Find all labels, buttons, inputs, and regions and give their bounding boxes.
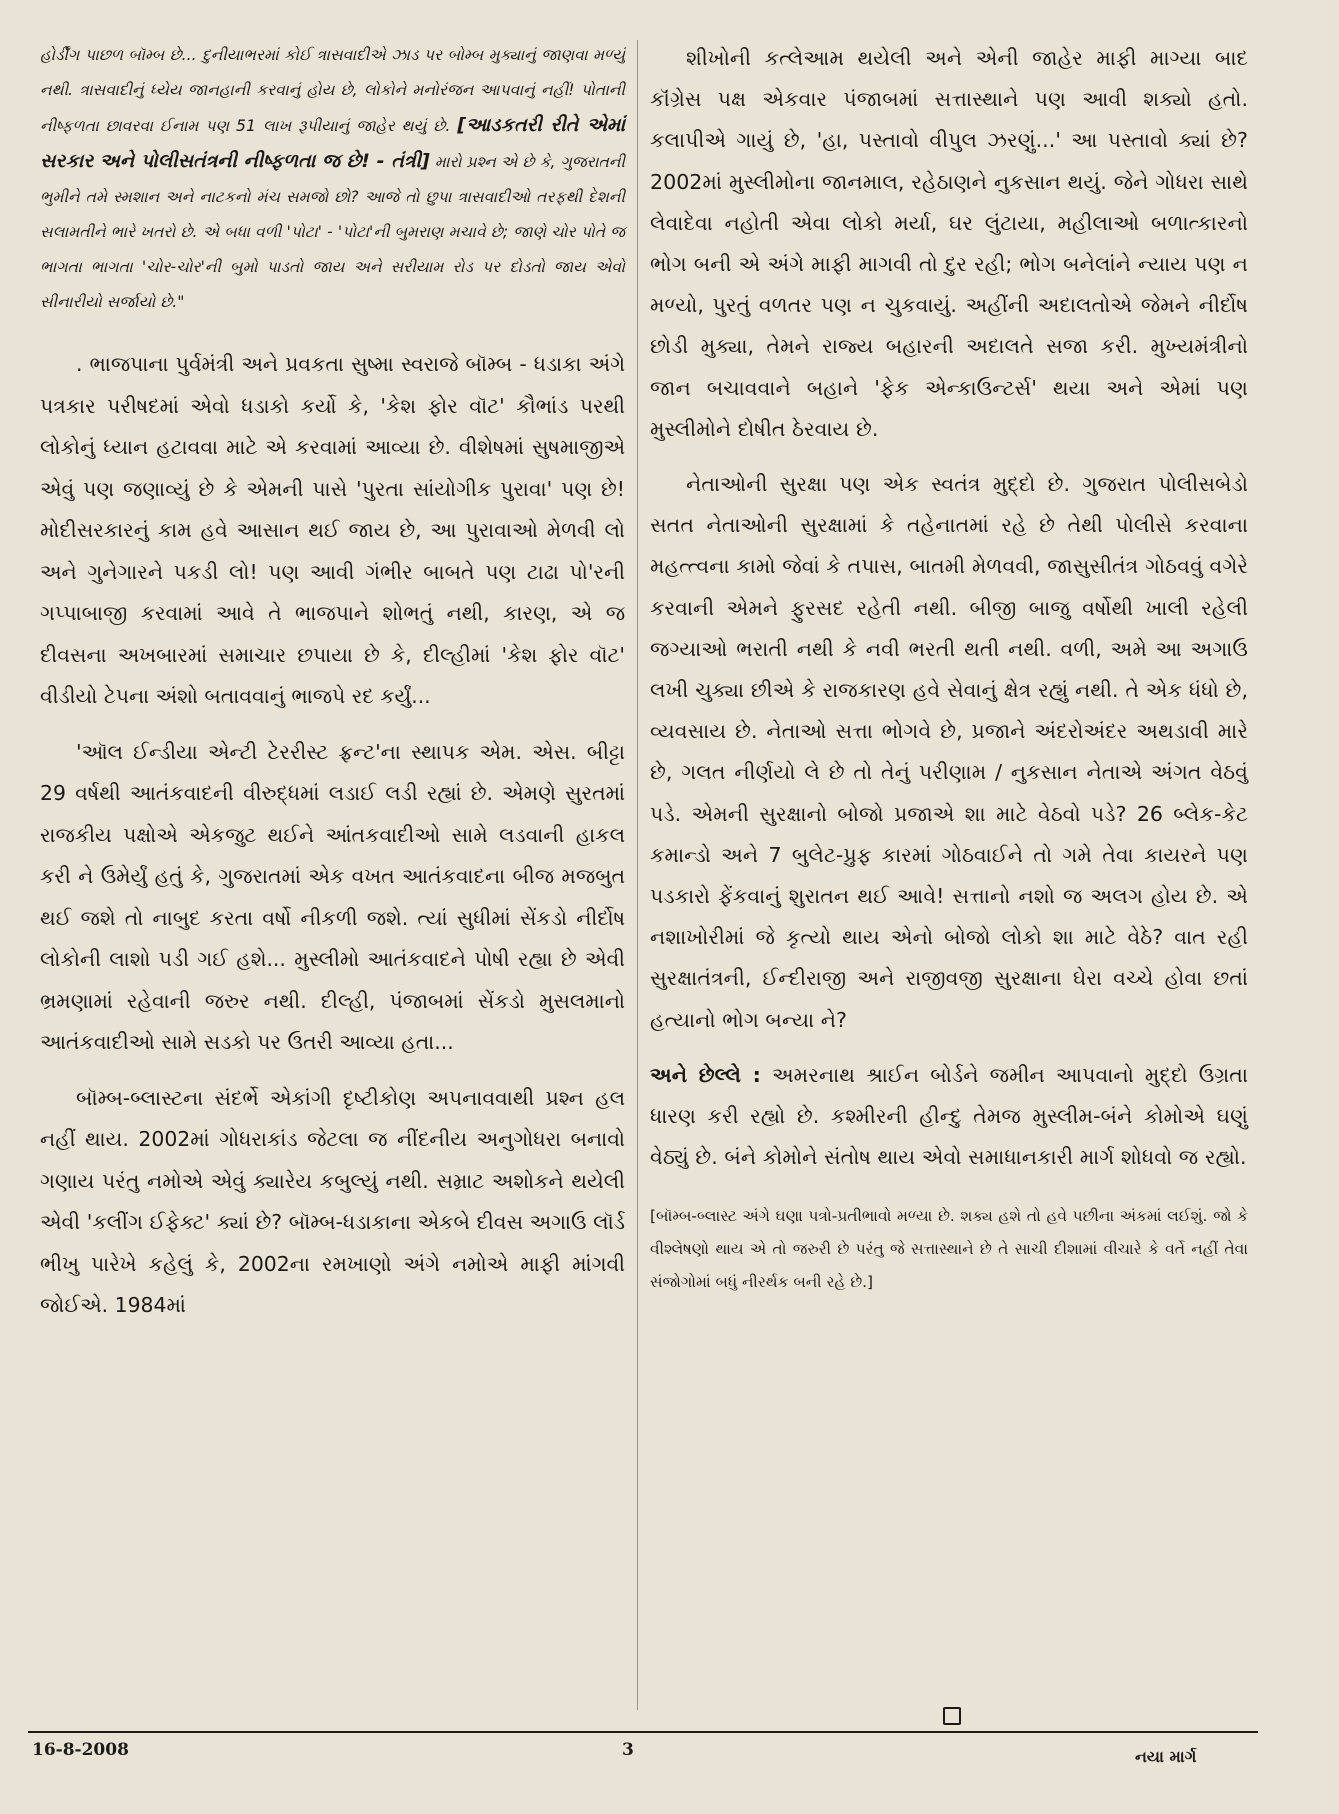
end-square-icon (943, 1707, 961, 1725)
paragraph-bomb-blast-view: બૉમ્બ-બ્લાસ્ટના સંદર્ભે એકાંગી દૃષ્ટીકોણ અપનાવવાથી પ્રશ્ન હલ નહીં થાય. 2002માં ગોધરાકાંડ જેટલા જ નીંદનીય અનુગોધરા બનાવો ગણાય પરંતુ નમોએ એવું ક્યારેય કબુલ્યું નથી. સમ્રાટ અશોકને થયેલી એવી 'કલીંગ ઈફેક્ટ' ક્યાં છે? બૉમ્બ-ધડાકાના એકબે દીવસ અગાઉ લૉર્ડ ભીખુ પારેખે કહેલું કે, 2002ના રમખાણો અંગે નમોએ માફી માંગવી જોઈએ. 1984માં (40, 1085, 625, 1317)
closing-text: અમરનાથ શ્રાઈન બોર્ડને જમીન આપવાનો મુદ્દો ઉગ્રતા ધારણ કરી રહ્યો છે. કશ્મીરની હીન્દુ તેમજ મુસ્લીમ-બંને કોમોએ ઘણું વેઠ્યું છે. બંને કોમોને સંતોષ થાય એવો સમાધાનકારી માર્ગ શોધવો જ રહ્યો. (650, 1062, 1248, 1170)
closing-lead: અને છેલ્લે : (650, 1062, 761, 1087)
page-number: 3 (622, 1740, 634, 1760)
paragraph-sikh-massacre: શીખોની કત્લેઆમ થયેલી અને એની જાહેર માફી માગ્યા બાદ કૉંગ્રેસ પક્ષ એકવાર પંજાબમાં સત્તાસ્થાને પણ આવી શક્યો હતો. કલાપીએ ગાયું છે, 'હા, પસ્તાવો વીપુલ ઝરણું...' આ પસ્તાવો ક્યાં છે? 2002માં મુસ્લીમોના જાનમાલ, રહેઠાણને નુકસાન થયું. જેને ગોધરા સાથે લેવાદેવા નહોતી એવા લોકો મર્યા, ઘર લુંટાયા, મહીલાઓ બળાત્કારનો ભોગ બની એ અંગે માફી માગવી તો દુર રહી; ભોગ બનેલાંને ન્યાય પણ ન મળ્યો, પુરતું વળતર પણ ન ચુકવાયું. અહીંની અદાલતોએ જેમને નીર્દોષ છોડી મુક્યા, તેમને રાજ્ય બહારની અદાલતે સજા કરી. મુખ્યમંત્રીનો જાન બચાવવાને બહાને 'ફેક એન્કાઉન્ટર્સ' થયા અને એમાં પણ મુસ્લીમોને દોષીત ઠેરવાય છે. (650, 46, 1248, 441)
editor-inline-note: [આડકતરી રીતે એમાં સરકાર અને પોલીસતંત્રની નીષ્ફળતા જ છે! - તંત્રી] (40, 114, 626, 172)
quote-text-after: મારો પ્રશ્ન એ છે કે, ગુજરાતની ભુમીને તમે સ્મશાન અને નાટકનો મંચ સમજો છો? આજે તો છુપા ત્રાસવાદીઓ તરફથી દેશની સલામતીને ભારે ખતરો છે. એ બધા વળી 'પોટા' - 'પોટા'ની બુમરાણ મચાવે છે; જાણે ચોર પોતે જ ભાગતા ભાગતા 'ચોર-ચોર'ની બુમો પાડતો જાય અને સરીયામ રોડ પર દોડતો જાય એવો સીનારીયો સર્જાયો છે." (40, 153, 625, 311)
publication-name: નયા માર્ગ (1135, 1747, 1197, 1766)
paragraph-sushma-swaraj: . ભાજપાના પુર્વમંત્રી અને પ્રવકતા સુષ્મા સ્વરાજે બૉમ્બ - ધડાકા અંગે પત્રકાર પરીષદમાં એવો ધડાકો કર્યો કે, 'કેશ ફોર વૉટ' કૌભાંડ પરથી લોકોનું ધ્યાન હટાવવા માટે એ કરવામાં આવ્યા છે. વીશેષમાં સુષમાજીએ એવું પણ જણાવ્યું છે કે એમની પાસે 'પુરતા સાંયોગીક પુરાવા' પણ છે! મોદીસરકારનું કામ હવે આસાન થઈ જાય છે, આ પુરાવાઓ મેળવી લો અને ગુનેગારને પકડી લો! પણ આવી ગંભીર બાબતે પણ ટાઢા પો'રની ગપ્પાબાજી કરવામાં આવે તે ભાજપાને શોભતું નથી, કારણ, એ જ દીવસના અખબારમાં સમાચાર છપાયા છે કે, દીલ્હીમાં 'કેશ ફોર વૉટ' વીડીયો ટેપના અંશો બતાવવાનું ભાજપે રદ કર્યું... (40, 352, 625, 708)
left-column (40, 38, 625, 1341)
closing-paragraph (650, 1055, 1248, 1179)
issue-date: 16-8-2008 (32, 1740, 129, 1760)
paragraph-bitta: 'ઑલ ઈન્ડીયા એન્ટી ટેરરીસ્ટ ફ્રન્ટ'ના સ્થાપક એમ. એસ. બીટ્ટા 29 વર્ષથી આતંકવાદની વીરુદ્ધમાં લડાઈ લડી રહ્યાં છે. એમણે સુરતમાં રાજકીય પક્ષોએ એકજુટ થઈને આંતકવાદીઓ સામે લડવાની હાકલ કરી ને ઉમેર્યું હતું કે, ગુજરાતમાં એક વખત આતંકવાદના બીજ મજબુત થઈ જશે તો નાબુદ કરતા વર્ષો નીકળી જશે. ત્યાં સુધીમાં સેંકડો નીર્દોષ લોકોની લાશો પડી ગઈ હશે... મુસ્લીમો આતંકવાદને પોષી રહ્યા છે એવી ભ્રમણામાં રહેવાની જરુર નથી. દીલ્હી, પંજાબમાં સેંકડો મુસલમાનો આતંકવાદીઓ સામે સડકો પર ઉતરી આવ્યા હતા... (40, 739, 625, 1054)
editor-note: [બૉમ્બ-બ્લાસ્ટ અંગે ઘણા પત્રો-પ્રતીભાવો મળ્યા છે. શક્ય હશે તો હવે પછીના અંકમાં લઈશું. જો કે વીશ્લેષણો થાય એ તો જરુરી છે પરંતુ જે સત્તાસ્થાને છે તે સાચી દીશામાં વીચારે કે વર્તે નહીં તેવા સંજોગોમાં બધું નીરર્થક બની રહે છે.] (650, 1207, 1248, 1292)
footer-divider (28, 1731, 1258, 1733)
quoted-letter (40, 38, 625, 320)
quote-text-before: હોર્ડીંગ પાછળ બૉમ્બ છે... દુનીયાભરમાં કોઈ ત્રાસવાદીએ ઝાડ પર બોમ્બ મુક્યાનું જાણવા મળ્યું નથી. ત્રાસવાદીનું ધ્યેય જાનહાની કરવાનું હોય છે, લોકોને મનોરંજન આપવાનું નહીં! પોતાની નીષ્ફળતા છાવરવા ઈનામ પણ 51 લાખ રૂપીયાનું જાહેર થયું છે. (40, 46, 625, 135)
column-divider (637, 40, 638, 1710)
right-column (650, 38, 1248, 1299)
paragraph-leaders-security: નેતાઓની સુરક્ષા પણ એક સ્વતંત્ર મુદ્દો છે. ગુજરાત પોલીસબેડો સતત નેતાઓની સુરક્ષામાં કે તહેનાતમાં રહે છે તેથી પોલીસે કરવાના મહત્ત્વના કામો જેવાં કે તપાસ, બાતમી મેળવવી, જાસુસીતંત્ર ગોઠવવું વગેરે કરવાની એમને ફુરસદ રહેતી નથી. બીજી બાજુ વર્ષોથી ખાલી રહેલી જગ્યાઓ ભરાતી નથી કે નવી ભરતી થતી નથી. વળી, અમે આ અગાઉ લખી ચુક્યા છીએ કે રાજકારણ હવે સેવાનું ક્ષેત્ર રહ્યું નથી. તે એક ધંધો છે, વ્યવસાય છે. નેતાઓ સત્તા ભોગવે છે, પ્રજાને અંદરોઅંદર અથડાવી મારે છે, ગલત નીર્ણયો લે છે તો તેનું પરીણામ / નુકસાન નેતાએ અંગત વેઠવું પડે. એમની સુરક્ષાનો બોજો પ્રજાએ શા માટે વેઠવો પડે? 26 બ્લેક-કેટ કમાન્ડો અને 7 બુલેટ-પ્રુફ કારમાં ગોઠવાઈને તો ગમે તેવા કાયરને પણ પડકારો ફેંકવાનું શુરાતન થઈ આવે! સત્તાનો નશો જ અલગ હોય છે. એ નશાખોરીમાં જે કૃત્યો થાય એનો બોજો લોકો શા માટે વેઠે? વાત રહી સુરક્ષાતંત્રની, ઈન્દીરાજી અને રાજીવજી સુરક્ષાના ઘેરા વચ્ચે હોવા છતાં હત્યાનો ભોગ બન્યા ને? (650, 472, 1248, 1032)
